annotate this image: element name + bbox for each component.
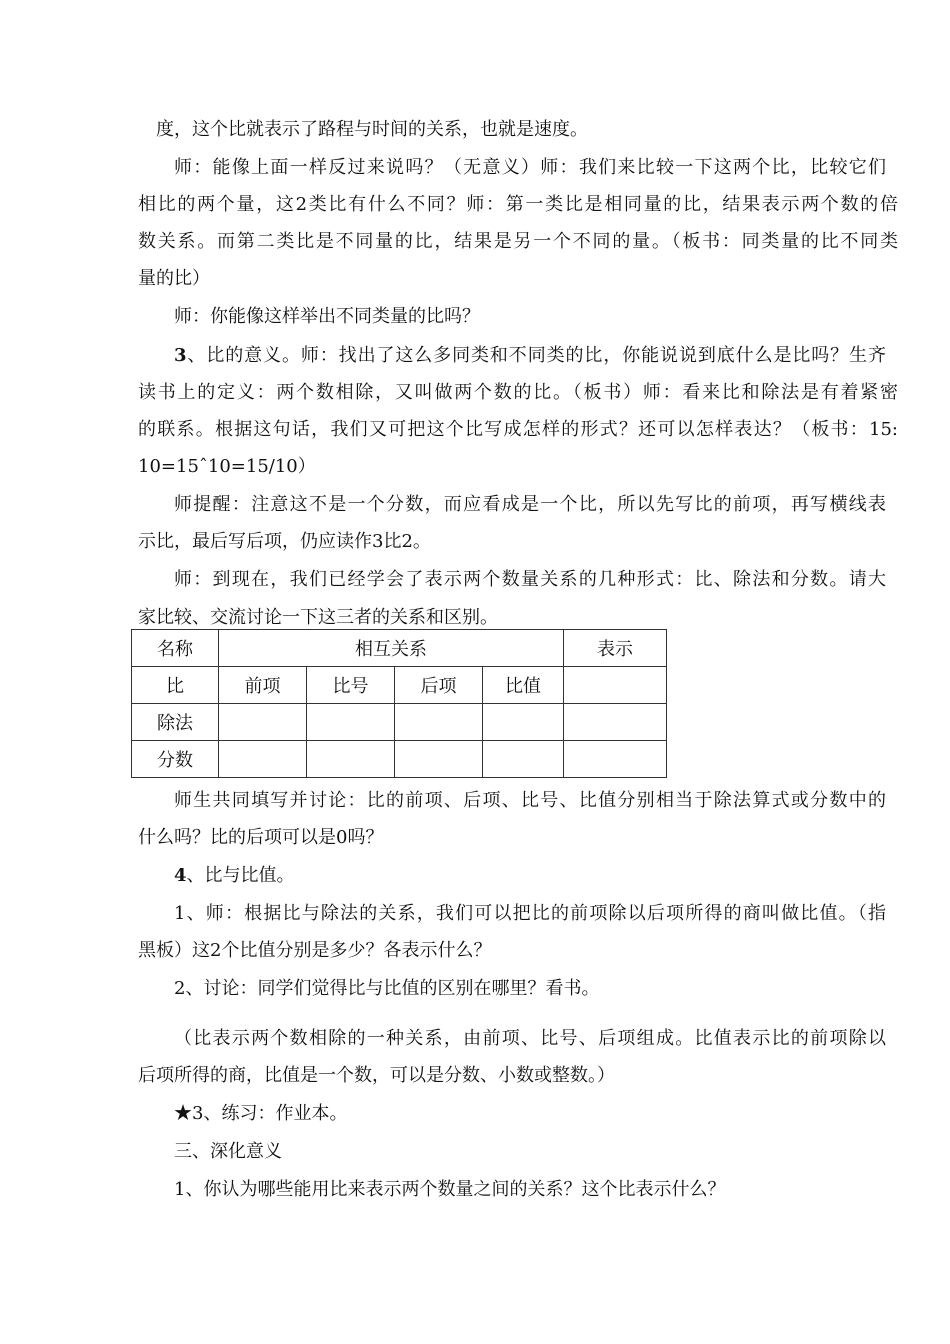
table-cell <box>307 741 395 778</box>
table-cell <box>564 667 667 704</box>
table-cell-name: 分数 <box>132 741 219 778</box>
paragraph-forms-line1: 师：到现在，我们已经学会了表示两个数量关系的几种形式：比、除法和分数。请大 <box>174 569 886 590</box>
paragraph-teacher-line1: 1、师：根据比与除法的关系，我们可以把比的前项除以后项所得的商叫做比值。（指 <box>174 903 886 924</box>
table-cell <box>395 741 483 778</box>
paragraph-reminder-line1: 师提醒：注意这不是一个分数，而应看成是一个比，所以先写比的前项，再写横线表 <box>174 494 886 515</box>
section-number: 3 <box>174 345 187 366</box>
table-cell <box>564 704 667 741</box>
star-icon: ★ <box>174 1103 192 1124</box>
table-cell: 前项 <box>219 667 307 704</box>
table-header-name: 名称 <box>132 630 219 667</box>
paragraph-speed: 度，这个比就表示了路程与时间的关系，也就是速度。 <box>156 119 588 140</box>
table-row <box>132 741 667 778</box>
table-cell-name: 比 <box>132 667 219 704</box>
table-header-relation: 相互关系 <box>219 630 564 667</box>
paragraph-meaning-line3: 的联系。根据这句话，我们又可把这个比写成怎样的形式？还可以怎样表达？（板书：15: <box>138 419 898 440</box>
paragraph-discussion: 2、讨论：同学们觉得比与比值的区别在哪里？看书。 <box>174 978 600 999</box>
table-cell <box>483 704 564 741</box>
table-cell: 比号 <box>307 667 395 704</box>
table-cell <box>564 741 667 778</box>
table-cell: 后项 <box>395 667 483 704</box>
paragraph-final-question: 1、你认为哪些能用比来表示两个数量之间的关系？这个比表示什么？ <box>174 1179 726 1200</box>
table-cell <box>483 741 564 778</box>
section-number: 4 <box>174 865 187 886</box>
paragraph-teacher-line2: 黑板）这2个比值分别是多少？各表示什么？ <box>138 940 492 961</box>
paragraph-meaning-line2: 读书上的定义：两个数相除，又叫做两个数的比。（板书）师：看来比和除法是有着紧密 <box>138 382 898 403</box>
table-header-show: 表示 <box>564 630 667 667</box>
paragraph-compare-line2: 相比的两个量，这2类比有什么不同？师：第一类比是相同量的比，结果表示两个数的倍 <box>138 194 898 215</box>
table-cell <box>219 704 307 741</box>
paragraph-compare-line3: 数关系。而第二类比是不同量的比，结果是另一个不同的量。（板书：同类量的比不同类 <box>138 231 898 252</box>
table-row <box>132 704 667 741</box>
table-cell <box>307 704 395 741</box>
paragraph-reminder-line2: 示比，最后写后项，仍应读作3比2。 <box>138 531 431 552</box>
paragraph-practice: ★3、练习：作业本。 <box>174 1103 348 1124</box>
table-cell <box>395 704 483 741</box>
paragraph-question: 师：你能像这样举出不同类量的比吗？ <box>174 306 480 327</box>
paragraph-fill-line1: 师生共同填写并讨论：比的前项、后项、比号、比值分别相当于除法算式或分数中的 <box>174 790 886 811</box>
paragraph-compare-line1: 师：能像上面一样反过来说吗？（无意义）师：我们来比较一下这两个比，比较它们 <box>174 157 886 178</box>
paragraph-fill-line2: 什么吗？比的后项可以是0吗？ <box>138 827 384 848</box>
table-row <box>132 667 667 704</box>
paragraph-definition-line1: （比表示两个数相除的一种关系，由前项、比号、后项组成。比值表示比的前项除以 <box>174 1028 886 1049</box>
paragraph-ratio-value: 4、比与比值。 <box>174 865 295 886</box>
section-heading: 三、深化意义 <box>174 1141 282 1162</box>
paragraph-compare-line4: 量的比） <box>138 268 210 289</box>
paragraph-meaning-line1: 3、比的意义。师：找出了这么多同类和不同类的比，你能说说到底什么是比吗？生齐 <box>174 345 886 366</box>
table-cell: 比值 <box>483 667 564 704</box>
paragraph-forms-line2: 家比较、交流讨论一下这三者的关系和区别。 <box>138 607 498 628</box>
table-cell <box>219 741 307 778</box>
table-cell-name: 除法 <box>132 704 219 741</box>
paragraph-meaning-line4: 10=15ˆ10=15/10） <box>138 456 316 477</box>
paragraph-definition-line2: 后项所得的商，比值是一个数，可以是分数、小数或整数。） <box>138 1065 615 1086</box>
comparison-table <box>131 629 667 778</box>
